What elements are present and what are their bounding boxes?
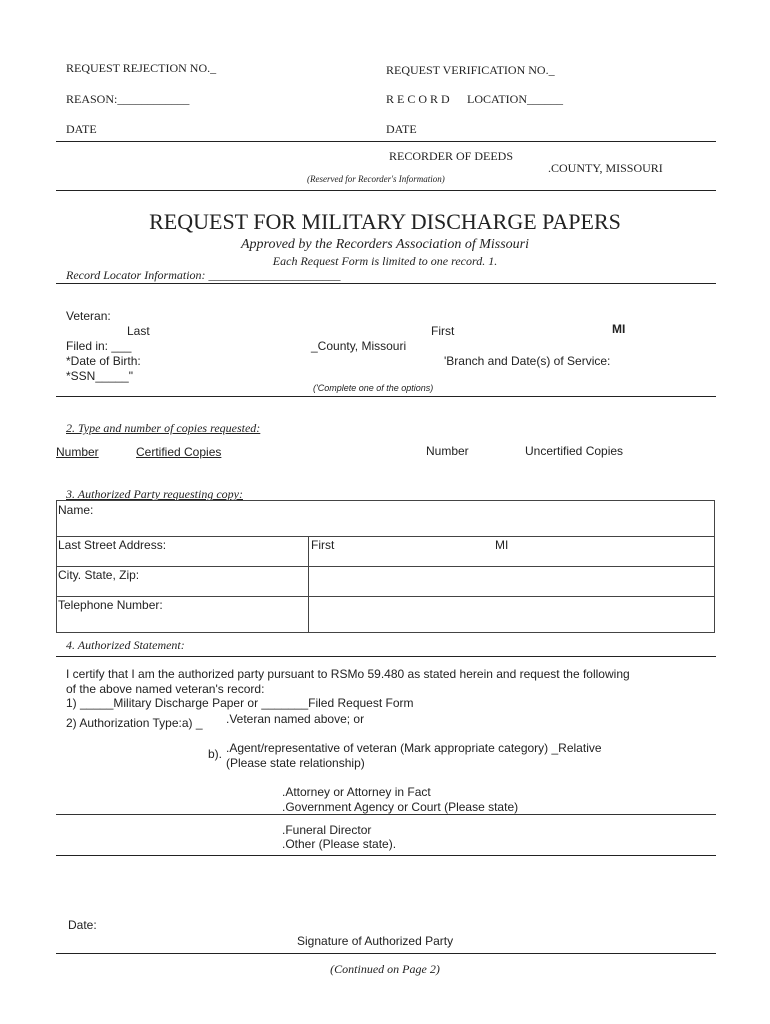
date-of-birth-label: *Date of Birth:: [66, 354, 141, 368]
page-title: REQUEST FOR MILITARY DISCHARGE PAPERS: [149, 209, 621, 234]
options-divider-1: [56, 814, 716, 815]
veteran-mi-label: MI: [612, 322, 626, 336]
certify-line-3: 1) _____Military Discharge Paper or _______Filed Request Form: [66, 696, 414, 710]
continued-note: (Continued on Page 2): [330, 962, 440, 976]
party-table: [56, 500, 715, 633]
filed-in-field: Filed in: ___: [66, 339, 132, 353]
party-telephone-label: Telephone Number:: [58, 598, 163, 612]
veteran-divider: [56, 396, 716, 397]
complete-one-note: ('Complete one of the options): [313, 383, 434, 393]
ssn-field: *SSN_____": [66, 369, 133, 383]
branch-service-label: 'Branch and Date(s) of Service:: [444, 354, 611, 368]
certify-line-2: of the above named veteran's record:: [66, 682, 265, 696]
location-field: LOCATION______: [467, 92, 563, 106]
footer-divider: [56, 953, 716, 954]
certified-number: Number: [56, 445, 99, 459]
party-first-label: First: [311, 538, 335, 552]
county-missouri-field: _County, Missouri: [311, 339, 407, 353]
statement-section-title: 4. Authorized Statement:: [66, 638, 185, 652]
uncertified-copies-label: Uncertified Copies: [525, 444, 624, 458]
request-rejection-no: REQUEST REJECTION NO._: [66, 61, 217, 75]
reserved-divider: [56, 190, 716, 191]
locator-divider: [56, 283, 716, 284]
date-left-label: DATE: [66, 122, 97, 136]
government-option: .Government Agency or Court (Please state): [282, 800, 519, 814]
veteran-label: Veteran:: [66, 309, 111, 323]
signature-label: Signature of Authorized Party: [297, 934, 454, 948]
options-divider-2: [56, 855, 716, 856]
date-label: Date:: [68, 918, 97, 932]
uncertified-number: Number: [426, 444, 469, 458]
party-last-street-label: Last Street Address:: [58, 538, 167, 552]
agent-representative-line: .Agent/representative of veteran (Mark appropriate category) _Relative: [226, 741, 602, 755]
party-mi-label: MI: [495, 538, 509, 552]
certify-line-1: I certify that I am the authorized party pursuant to RSMo 59.480 as stated herein and request the following: [66, 667, 630, 681]
party-section-title: 3. Authorized Party requesting copy:: [66, 487, 243, 501]
state-relationship-line: (Please state relationship): [226, 756, 365, 770]
request-verification-no: REQUEST VERIFICATION NO._: [386, 63, 555, 77]
record-locator: Record Locator Information: ______________________: [66, 268, 341, 282]
copies-section-title: 2. Type and number of copies requested:: [66, 421, 261, 435]
other-option: .Other (Please state).: [282, 837, 397, 851]
reason-field: REASON:____________: [66, 92, 190, 106]
approved-subtitle: Approved by the Recorders Association of Missouri: [241, 237, 529, 252]
date-right-label: DATE: [386, 122, 417, 136]
record-label: R E C O R D: [386, 92, 450, 106]
recorder-of-deeds: RECORDER OF DEEDS: [389, 149, 514, 163]
veteran-named-above: .Veteran named above; or: [226, 712, 365, 726]
header-divider: [56, 141, 716, 142]
option-b-label: b).: [208, 747, 223, 761]
certified-copies-label: Certified Copies: [136, 445, 222, 459]
authorization-type-label: 2) Authorization Type:a) _: [66, 716, 203, 730]
party-name-label: Name:: [58, 503, 94, 517]
reserved-note: (Reserved for Recorder's Information): [307, 174, 445, 184]
party-city-label: City. State, Zip:: [58, 568, 140, 582]
funeral-director-option: .Funeral Director: [282, 823, 372, 837]
request-limit-note: Each Request Form is limited to one record. 1.: [272, 254, 498, 268]
veteran-first-label: First: [431, 324, 455, 338]
county-missouri-header: .COUNTY, MISSOURI: [548, 161, 663, 175]
veteran-last-label: Last: [127, 324, 150, 338]
statement-divider: [56, 656, 716, 657]
attorney-option: .Attorney or Attorney in Fact: [282, 785, 431, 799]
